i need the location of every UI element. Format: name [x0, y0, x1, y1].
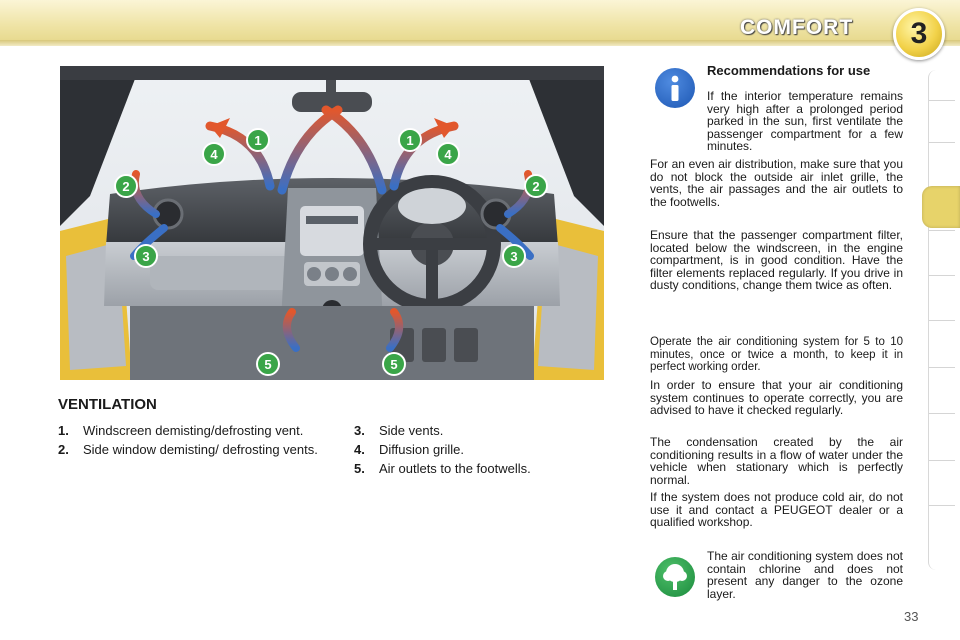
list-item	[58, 423, 320, 438]
callout-label: 2	[532, 179, 540, 194]
ventilation-list-left	[58, 423, 320, 461]
tab-comfort-active[interactable]	[922, 186, 960, 228]
list-item	[354, 423, 594, 438]
callout-label: 2	[122, 179, 130, 194]
callout-label: 3	[510, 249, 518, 264]
callout-label: 4	[210, 147, 218, 162]
item-number: 3.	[354, 423, 365, 438]
list-item	[58, 442, 320, 457]
paragraph-text: For an even air distribution, make sure that you do not block the outside air inlet grille, the vents, the air passages and the air outlets to the footwells.	[650, 157, 903, 209]
chapter-title: COMFORT	[740, 16, 854, 39]
page-number: 33	[904, 609, 919, 624]
paragraph-text: Operate the air conditioning system for 5 to 10 minutes, once or twice a month, to keep it in perfect working order.	[650, 336, 903, 373]
item-number: 4.	[354, 442, 365, 457]
tab-divider	[929, 367, 955, 368]
list-item	[354, 461, 594, 476]
paragraph	[650, 436, 903, 486]
paragraph-text: Ensure that the passenger compartment filter, located below the windscreen, in the engine compartment, is in good condition. Have the filter elements replaced regularly. If you drive in dusty conditions, change them twice as often.	[650, 228, 903, 292]
paragraph	[650, 491, 903, 529]
dashboard-drawing	[60, 66, 604, 380]
recommendations-title: Recommendations for use	[707, 63, 871, 78]
item-text: Diffusion grille.	[379, 442, 465, 457]
callout-label: 4	[444, 147, 452, 162]
item-number: 1.	[58, 423, 69, 438]
callout-label: 5	[264, 357, 272, 372]
tab-divider	[929, 275, 955, 276]
paragraph	[650, 229, 903, 292]
paragraph	[650, 336, 903, 374]
list-item	[354, 442, 594, 457]
paragraph-text: The air conditioning system does not contain chlorine and does not present any danger to the ozone layer.	[707, 549, 903, 601]
item-number: 2.	[58, 442, 69, 457]
item-text: Windscreen demisting/defrosting vent.	[83, 423, 304, 438]
item-text: Air outlets to the footwells.	[379, 461, 531, 476]
paragraph	[650, 158, 903, 208]
paragraph	[707, 90, 903, 153]
tab-divider	[929, 142, 955, 143]
tab-divider	[929, 460, 955, 461]
tab-divider	[929, 320, 955, 321]
chapter-tabs	[928, 70, 955, 570]
paragraph	[650, 379, 903, 417]
tab-divider	[929, 505, 955, 506]
tab-divider	[929, 230, 955, 231]
paragraph	[707, 550, 903, 600]
callout-label: 3	[142, 249, 150, 264]
chapter-number-badge: 3	[893, 8, 945, 60]
paragraph-text: In order to ensure that your air conditioning system continues to operate correctly, you are advised to have it checked regularly.	[650, 378, 903, 417]
header-stripe	[0, 40, 960, 46]
item-text: Side vents.	[379, 423, 444, 438]
callout-label: 1	[406, 133, 414, 148]
tab-divider	[929, 413, 955, 414]
ventilation-heading: VENTILATION	[58, 396, 157, 413]
item-number: 5.	[354, 461, 365, 476]
paragraph-text: If the interior temperature remains very high after a prolonged period parked in the sun, first ventilate the passenger compartment for a few minutes.	[707, 89, 903, 153]
ventilation-list-right	[354, 423, 594, 480]
tree-icon	[655, 557, 695, 597]
paragraph-text: If the system does not produce cold air, do not use it and contact a PEUGEOT dealer or a qualified workshop.	[650, 490, 903, 529]
callout-label: 1	[254, 133, 262, 148]
ventilation-illustration	[60, 66, 604, 380]
paragraph-text: The condensation created by the air conditioning results in a flow of water under the vehicle when stationary which is perfectly normal.	[650, 435, 903, 487]
info-icon	[655, 68, 695, 108]
callout-label: 5	[390, 357, 398, 372]
tab-divider	[929, 100, 955, 101]
item-text: Side window demisting/ defrosting vents.	[83, 442, 318, 457]
